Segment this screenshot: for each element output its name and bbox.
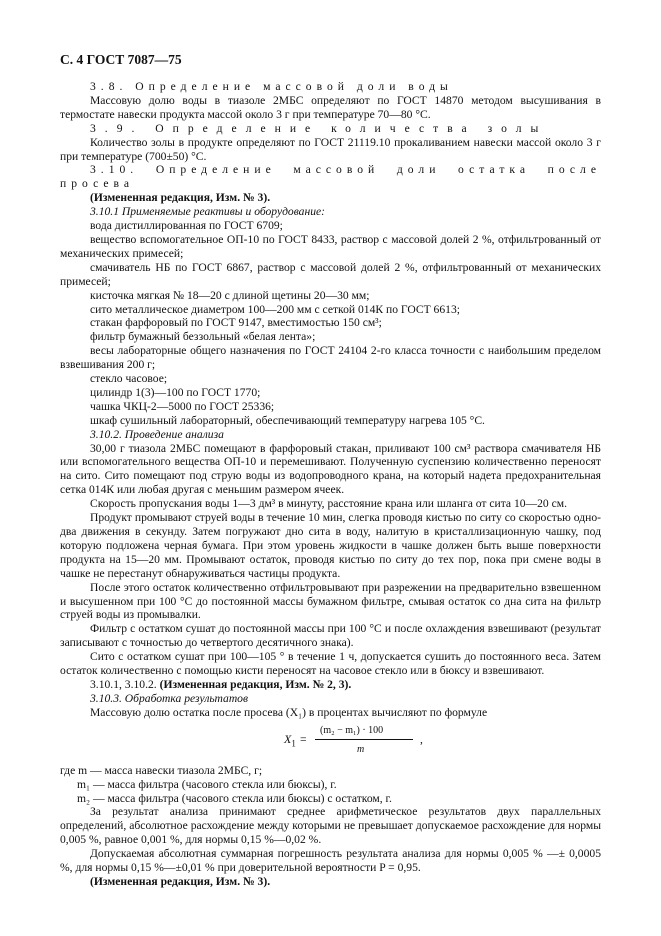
section-3-9-text: Количество золы в продукте определяют по ГОСТ 21119.10 прокаливанием навески массой около 3 г при температуре (700±50) °С.: [60, 135, 601, 163]
equipment-item: кисточка мягкая № 18—20 с длиной щетины 20—30 мм;: [90, 288, 370, 302]
equipment-item: вода дистиллированная по ГОСТ 6709;: [90, 219, 283, 233]
variable-definition: где m — масса навески тиазола 2МБС, г;: [60, 763, 263, 777]
formula-lhs: $X_1$: [284, 731, 296, 749]
section-3-9-heading: 3.9. Определение количества золы: [90, 121, 548, 135]
formula-trailing-comma: ,: [420, 732, 423, 746]
formula-equals: =: [300, 732, 307, 746]
section-3-10-change-note-3: (Измененная редакция, Изм. № 3).: [90, 874, 271, 888]
equipment-item: чашка ЧКЦ-2—5000 по ГОСТ 25336;: [90, 399, 275, 413]
analysis-paragraph: После этого остаток количественно отфильтровывают при разрежении на предварительно взвешенном и высушенном при 100 °С до постоянной массы бумажном фильтре, смывая остаток со дна сита на фильтр струей воды из промывалки.: [60, 580, 601, 622]
analysis-paragraph: Сито с остатком сушат при 100—105 ° в течение 1 ч, допускается сушить до постоянного веса. Затем остаток количественно с помощью кисти переносят на часовое стекло или в бюксу и взвешивают.: [60, 650, 601, 678]
analysis-paragraph: Скорость пропускания воды 1—3 дм³ в минуту, расстояние крана или шланга от сита 10—20 см.: [90, 497, 568, 511]
section-3-8-heading: 3.8. Определение массовой доли воды: [90, 80, 453, 93]
equipment-item: сито металлическое диаметром 100—200 мм с сеткой 014К по ГОСТ 6613;: [90, 302, 460, 316]
page-header: С. 4 ГОСТ 7087—75: [60, 52, 182, 67]
equipment-item: весы лабораторные общего назначения по ГОСТ 24104 2-го класса точности с наибольшим пределом взвешивания 200 г;: [60, 344, 601, 372]
variable-definition: m₂ — масса фильтра (часового стекла или бюксы) с остатком, г.: [77, 791, 392, 805]
section-3-10-1-title: 3.10.1 Применяемые реактивы и оборудование:: [90, 205, 326, 219]
formula-fraction-line: [315, 739, 413, 740]
result-paragraph: Допускаемая абсолютная суммарная погрешность результата анализа для нормы 0,005 % —± 0,0005 %, для нормы 0,15 %—±0,01 % при доверительной вероятности P = 0,95.: [60, 847, 601, 875]
result-paragraph: За результат анализа принимают среднее арифметическое результатов двух параллельных определений, абсолютное расхождение между которыми не превышает допускаемое расхождение для нормы 0,005 %, равное 0,001 %, для нормы 0,15 %—0,02 %.: [60, 805, 601, 847]
section-3-10-change-note: (Измененная редакция, Изм. № 3).: [90, 191, 271, 205]
formula-numerator: (m₂ − m₁) · 100: [320, 724, 384, 736]
document-body: [60, 80, 601, 889]
calc-intro: Массовую долю остатка после просева (X₁) в процентах вычисляют по формуле: [90, 705, 488, 719]
formula-denominator: m: [357, 743, 365, 755]
equipment-item: шкаф сушильный лабораторный, обеспечивающий температуру нагрева 105 °С.: [90, 413, 485, 427]
analysis-paragraph: Фильтр с остатком сушат до постоянной массы при 100 °С и после охлаждения взвешивают (результат записывают с точностью до четвертого десятичного знака).: [60, 622, 601, 650]
analysis-paragraph: Продукт промывают струей воды в течение 10 мин, слегка проводя кистью по ситу со скоростью одно-два движения в секунду. Затем погружают дно сита в воду, налитую в кристаллизационную чашку, под которую подложена черная бумага. При этом уровень жидкости в чашке должен быть выше поверхности продукта на 15—20 мм. Промывают остаток, проводя кистью по ситу до тех пор, пока при смене воды в чашке не перестанут обнаруживаться частицы продукта.: [60, 511, 601, 580]
equipment-item: фильтр бумажный беззольный «белая лента»;: [90, 330, 316, 344]
analysis-paragraph: 30,00 г тиазола 2МБС помещают в фарфоровый стакан, приливают 100 см³ раствора смачивателя НБ или вспомогательного вещества ОП-10 и перемешивают. Полученную суспензию количественно переносят на сито. Сито помещают под струю воды из водопроводного крана, на который надета предохранительная сетка 014К или любая другая с меньшим размером ячеек.: [60, 441, 601, 497]
variable-definition: m₁ — масса фильтра (часового стекла или бюксы), г.: [77, 777, 337, 791]
section-3-10-change-note-2: 3.10.1, 3.10.2. (Измененная редакция, Изм. № 2, 3).: [90, 677, 352, 691]
equipment-item: цилиндр 1(3)—100 по ГОСТ 1770;: [90, 385, 261, 399]
equipment-item: стекло часовое;: [90, 372, 168, 386]
formula: [60, 722, 601, 762]
section-3-8-text: Массовую долю воды в тиазоле 2МБС определяют по ГОСТ 14870 методом высушивания в термостате навески продукта массой около 3 г при температуре 70—80 °С.: [60, 93, 601, 121]
section-3-10-2-title: 3.10.2. Проведение анализа: [90, 427, 224, 441]
section-3-10-3-title: 3.10.3. Обработка результатов: [90, 691, 249, 705]
equipment-item: стакан фарфоровый по ГОСТ 9147, вместимостью 150 см³;: [90, 316, 382, 330]
equipment-item: смачиватель НБ по ГОСТ 6867, раствор с массовой долей 2 %, отфильтрованный от механических примесей;: [60, 260, 601, 288]
equipment-item: вещество вспомогательное ОП-10 по ГОСТ 8433, раствор с массовой долей 2 %, отфильтрованный от механических примесей;: [60, 232, 601, 260]
section-3-10-heading: 3.10. Определение массовой доли остатка после просева: [60, 163, 601, 191]
